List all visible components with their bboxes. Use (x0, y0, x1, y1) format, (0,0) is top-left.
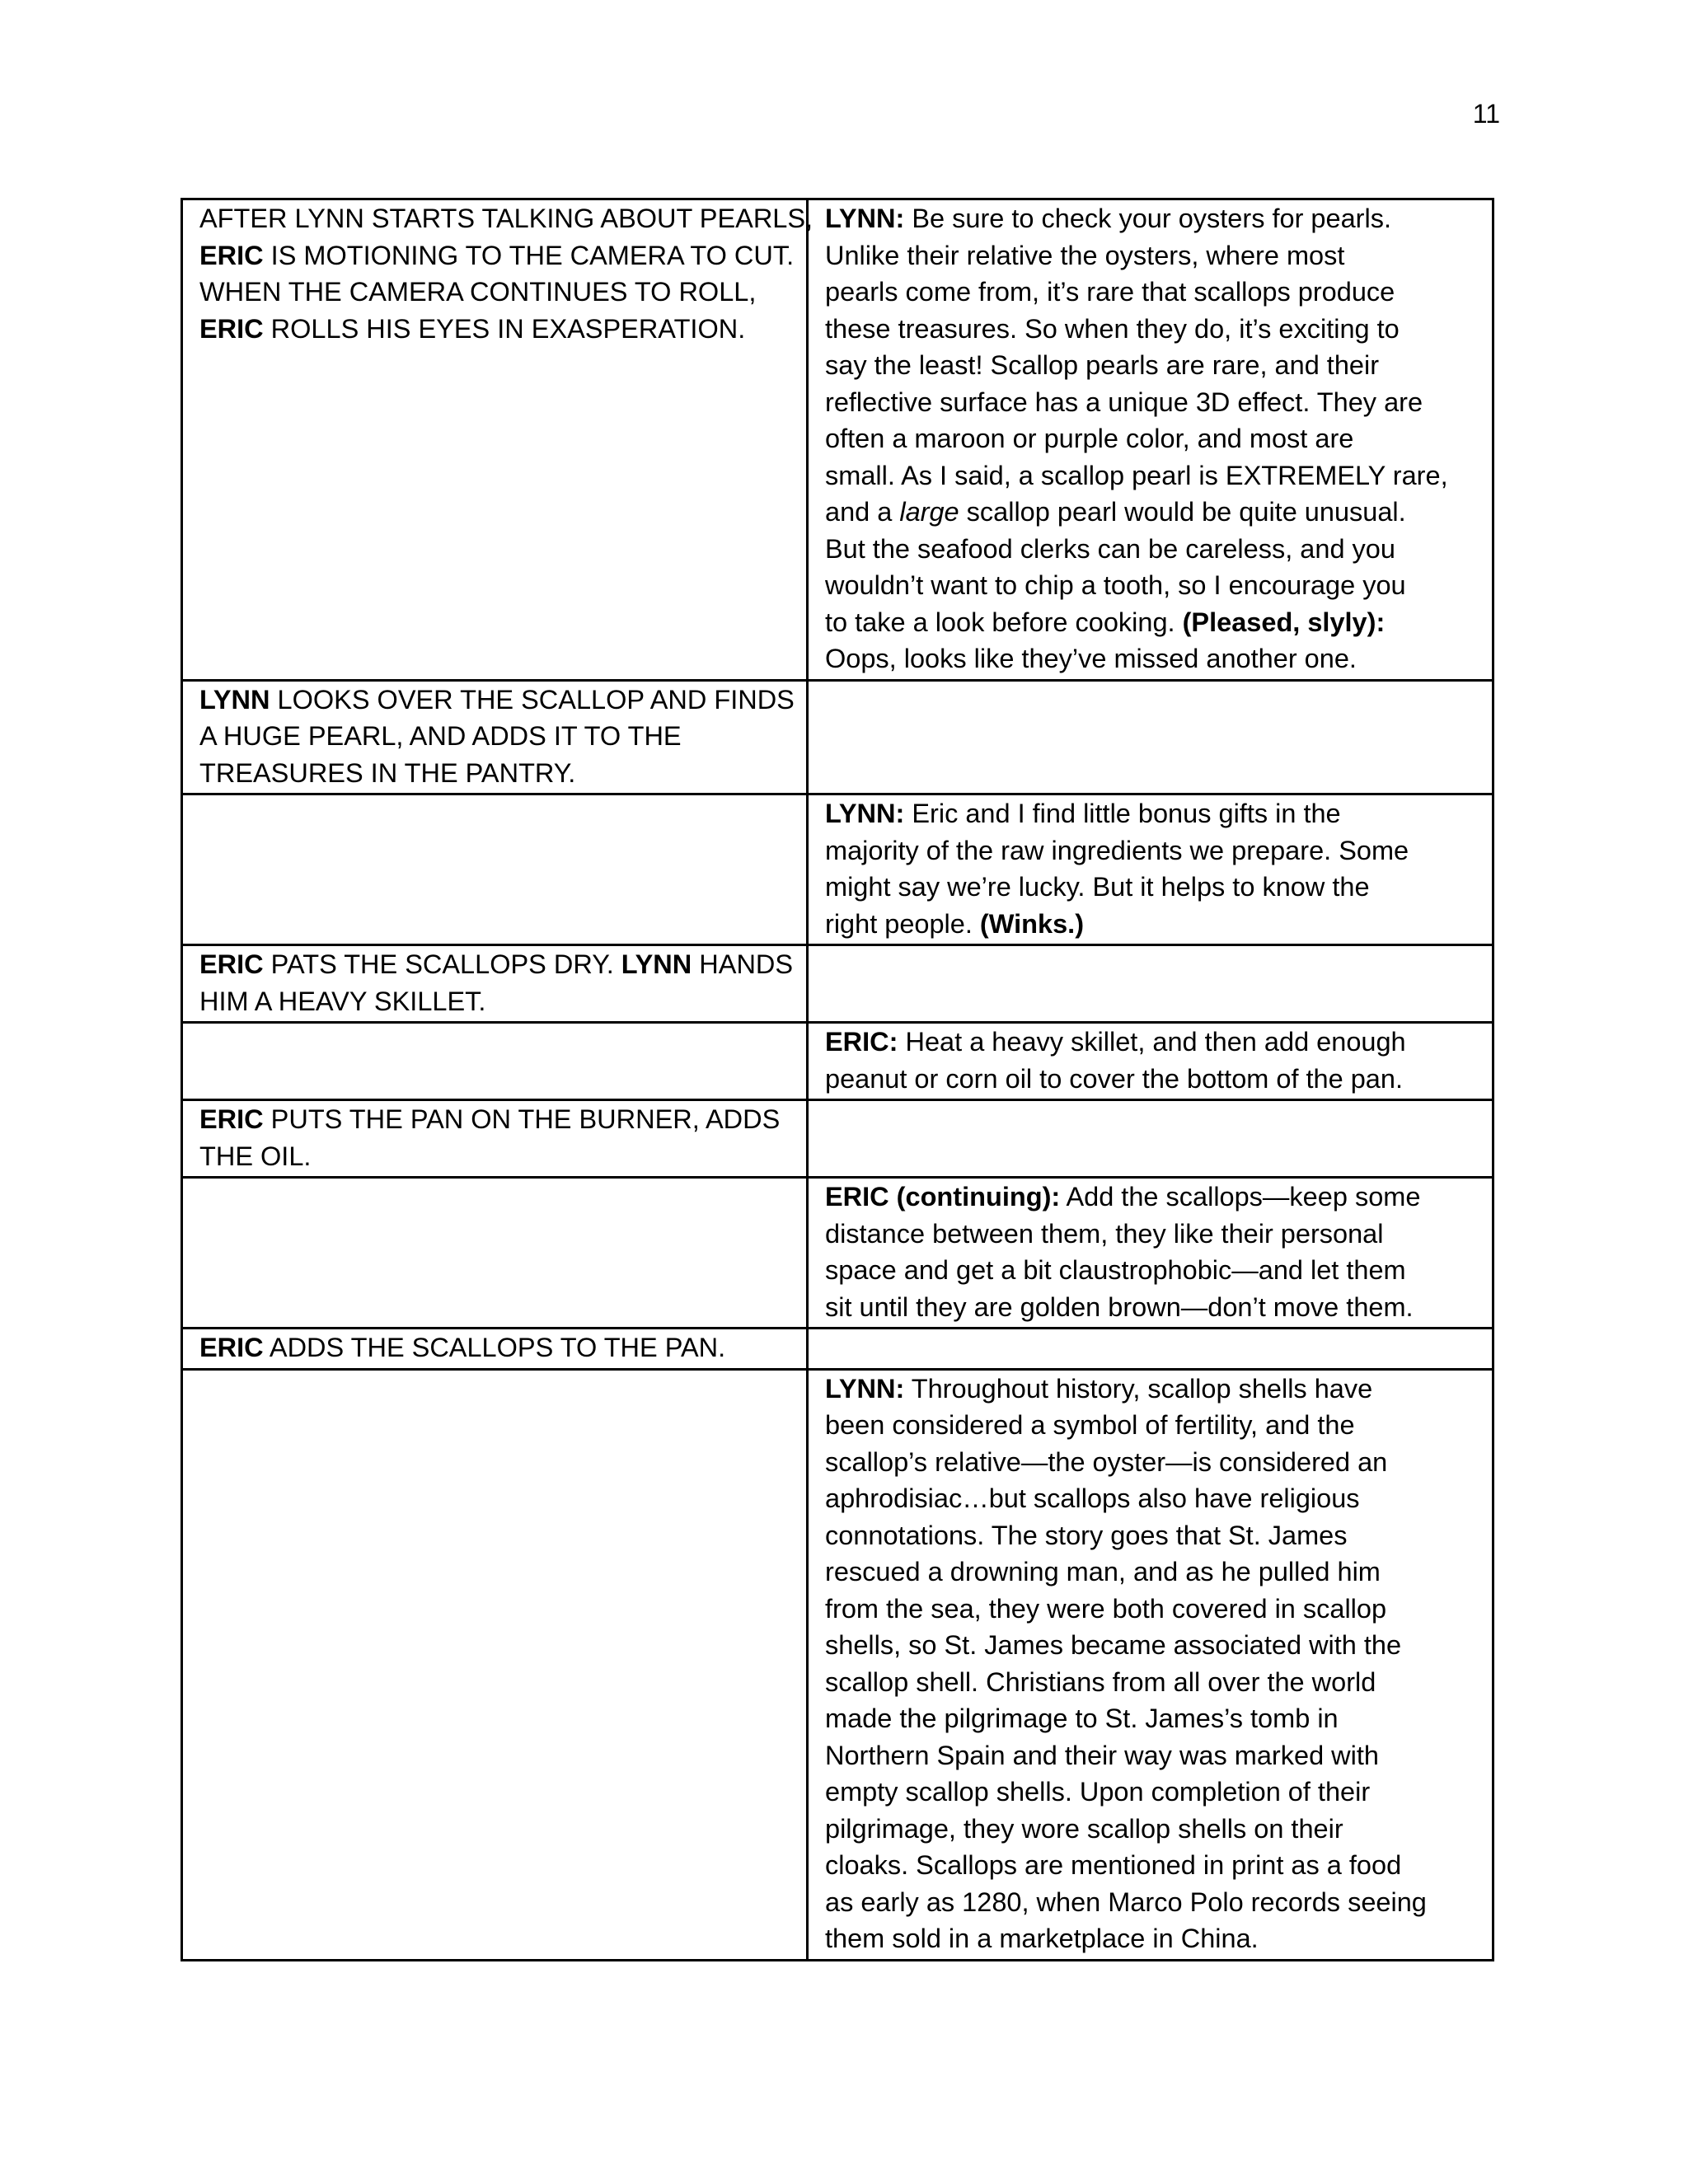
script-line (199, 718, 799, 755)
script-line (825, 1024, 1484, 1061)
script-line (825, 531, 1484, 568)
script-text: right people. (825, 908, 980, 939)
dialogue-cell (808, 1178, 1493, 1329)
script-text: Northern Spain and their way was marked with (825, 1740, 1379, 1770)
script-line (199, 200, 814, 237)
script-text: scallop’s relative—the oyster—is considered an (825, 1446, 1388, 1477)
script-line (825, 237, 1484, 274)
speaker-label: ERIC (continuing): (825, 1182, 1061, 1212)
action-cell (182, 1329, 808, 1370)
script-line (825, 567, 1484, 604)
script-text: majority of the raw ingredients we prepare. Some (825, 835, 1409, 865)
script-line (825, 604, 1484, 641)
script-text: HANDS (692, 949, 794, 979)
script-line (825, 1737, 1484, 1774)
script-text: Unlike their relative the oysters, where most (825, 240, 1345, 270)
speaker-label: LYNN (621, 949, 692, 979)
speaker-label: ERIC (199, 313, 264, 344)
script-line (199, 946, 799, 983)
speaker-label: ERIC (199, 240, 264, 270)
dialogue-cell (808, 794, 1493, 945)
script-text: Eric and I find little bonus gifts in the (904, 799, 1341, 828)
script-text: TREASURES IN THE PANTRY. (199, 757, 576, 788)
speaker-label: LYNN: (825, 204, 905, 233)
script-text: But the seafood clerks can be careless, and you (825, 533, 1395, 564)
script-text: cloaks. Scallops are mentioned in print as a food (825, 1850, 1402, 1880)
action-cell (182, 794, 808, 945)
script-text: LOOKS OVER THE SCALLOP AND FINDS (270, 684, 795, 715)
script-text: Heat a heavy skillet, and then add enough (898, 1027, 1406, 1057)
dialogue-cell (808, 1329, 1493, 1370)
script-line (825, 200, 1484, 237)
script-row (182, 1369, 1493, 1960)
script-text: been considered a symbol of fertility, and the (825, 1410, 1355, 1440)
speaker-label: (Pleased, slyly): (1182, 607, 1386, 637)
page-number: 11 (1472, 99, 1500, 129)
action-cell (182, 680, 808, 794)
speaker-label: ERIC (199, 949, 264, 979)
speaker-label: LYNN: (825, 1373, 905, 1404)
script-text: and a (825, 497, 900, 527)
script-text: Add the scallops—keep some (1060, 1182, 1421, 1212)
script-text: pilgrimage, they wore scallop shells on their (825, 1813, 1343, 1844)
script-line (825, 795, 1484, 832)
script-line (825, 420, 1484, 457)
script-line (199, 755, 799, 792)
script-line (825, 1444, 1484, 1481)
script-text: aphrodisiac…but scallops also have religious (825, 1483, 1360, 1513)
script-text: say the least! Scallop pearls are rare, and their (825, 350, 1380, 380)
script-line (199, 682, 799, 719)
script-line (199, 237, 799, 274)
script-line (825, 1920, 1484, 1957)
script-line (199, 1138, 799, 1175)
script-line (825, 1591, 1484, 1628)
script-text: from the sea, they were both covered in scallop (825, 1593, 1387, 1624)
script-table (181, 198, 1494, 1961)
script-text: scallop shell. Christians from all over the world (825, 1666, 1376, 1697)
dialogue-cell (808, 1369, 1493, 1960)
script-text: pearls come from, it’s rare that scallops produce (825, 277, 1395, 307)
script-line (825, 347, 1484, 384)
speaker-label: ERIC (199, 1104, 264, 1134)
script-text: these treasures. So when they do, it’s exciting to (825, 313, 1400, 344)
script-text: might say we’re lucky. But it helps to know the (825, 872, 1370, 902)
script-line (825, 1700, 1484, 1737)
script-line (825, 1884, 1484, 1921)
script-row (182, 199, 1493, 681)
script-text: to take a look before cooking. (825, 607, 1183, 637)
script-line (825, 1179, 1484, 1216)
script-row (182, 1178, 1493, 1329)
script-line (199, 1101, 799, 1138)
script-line (825, 1407, 1484, 1444)
script-text: A HUGE PEARL, AND ADDS IT TO THE (199, 721, 682, 751)
dialogue-cell (808, 1100, 1493, 1178)
script-line (825, 494, 1484, 531)
script-line (825, 832, 1484, 869)
script-line (825, 1371, 1484, 1408)
script-line (825, 1289, 1484, 1326)
script-text: often a maroon or purple color, and most are (825, 424, 1354, 453)
dialogue-cell (808, 199, 1493, 681)
script-line (199, 983, 799, 1020)
script-text: empty scallop shells. Upon completion of their (825, 1777, 1371, 1807)
script-line (825, 1774, 1484, 1811)
script-line (825, 1252, 1484, 1289)
script-text: IS MOTIONING TO THE CAMERA TO CUT. (263, 240, 795, 270)
script-text: small. As I said, a scallop pearl is EXTREMELY rare, (825, 460, 1448, 490)
script-text: made the pilgrimage to St. James’s tomb in (825, 1704, 1339, 1733)
script-row (182, 1100, 1493, 1178)
script-text: wouldn’t want to chip a tooth, so I encourage you (825, 570, 1406, 600)
script-row (182, 680, 1493, 794)
script-line (825, 311, 1484, 348)
script-text: distance between them, they like their personal (825, 1218, 1384, 1249)
script-line (199, 1329, 799, 1366)
script-line (825, 1061, 1484, 1098)
dialogue-cell (808, 945, 1493, 1023)
script-text: space and get a bit claustrophobic—and let them (825, 1255, 1406, 1285)
action-cell (182, 1100, 808, 1178)
script-line (825, 457, 1484, 494)
script-text: WHEN THE CAMERA CONTINUES TO ROLL, (199, 277, 757, 307)
script-row (182, 1329, 1493, 1370)
script-text: reflective surface has a unique 3D effect. They are (825, 387, 1423, 417)
script-row (182, 945, 1493, 1023)
dialogue-cell (808, 1023, 1493, 1100)
script-line (825, 906, 1484, 943)
script-text: connotations. The story goes that St. James (825, 1520, 1348, 1550)
script-row (182, 794, 1493, 945)
speaker-label: ERIC (199, 1333, 264, 1362)
script-table-body (182, 199, 1493, 1961)
speaker-label: ERIC: (825, 1027, 898, 1057)
script-row (182, 1023, 1493, 1100)
action-cell (182, 1369, 808, 1960)
script-text: Oops, looks like they’ve missed another one. (825, 644, 1357, 673)
script-line (825, 1811, 1484, 1848)
script-text: PUTS THE PAN ON THE BURNER, ADDS (263, 1104, 781, 1134)
speaker-label: LYNN (199, 684, 270, 715)
script-line (825, 384, 1484, 421)
script-line (825, 1554, 1484, 1591)
script-text: them sold in a marketplace in China. (825, 1924, 1259, 1953)
action-cell (182, 1023, 808, 1100)
dialogue-cell (808, 680, 1493, 794)
script-text: ROLLS HIS EYES IN EXASPERATION. (263, 313, 746, 344)
script-text: shells, so St. James became associated with the (825, 1630, 1402, 1660)
script-line (825, 1847, 1484, 1884)
script-line (825, 1627, 1484, 1664)
script-line (199, 311, 799, 348)
script-line (825, 274, 1484, 311)
script-text: ADDS THE SCALLOPS TO THE PAN. (263, 1333, 726, 1362)
emphasis-text: large (899, 497, 959, 527)
speaker-label: LYNN: (825, 799, 905, 828)
script-text: AFTER LYNN STARTS TALKING ABOUT PEARLS, (199, 204, 814, 233)
script-text: Throughout history, scallop shells have (904, 1373, 1373, 1404)
script-text: rescued a drowning man, and as he pulled him (825, 1557, 1381, 1586)
script-line (825, 869, 1484, 906)
script-text: HIM A HEAVY SKILLET. (199, 986, 486, 1016)
script-text: as early as 1280, when Marco Polo records seeing (825, 1886, 1427, 1917)
script-line (199, 274, 799, 311)
action-cell (182, 199, 814, 681)
action-cell (182, 945, 808, 1023)
script-text: Be sure to check your oysters for pearls. (904, 204, 1391, 233)
speaker-label: (Winks.) (979, 908, 1085, 939)
script-text: peanut or corn oil to cover the bottom of the pan. (825, 1063, 1403, 1094)
script-text: PATS THE SCALLOPS DRY. (263, 949, 621, 979)
action-cell (182, 1178, 808, 1329)
script-line (825, 1517, 1484, 1554)
script-line (825, 1480, 1484, 1517)
script-text: sit until they are golden brown—don’t move them. (825, 1291, 1414, 1322)
script-line (825, 1664, 1484, 1701)
script-text: scallop pearl would be quite unusual. (959, 497, 1406, 527)
script-text: THE OIL. (199, 1141, 312, 1171)
script-line (825, 1216, 1484, 1253)
script-line (825, 640, 1484, 677)
